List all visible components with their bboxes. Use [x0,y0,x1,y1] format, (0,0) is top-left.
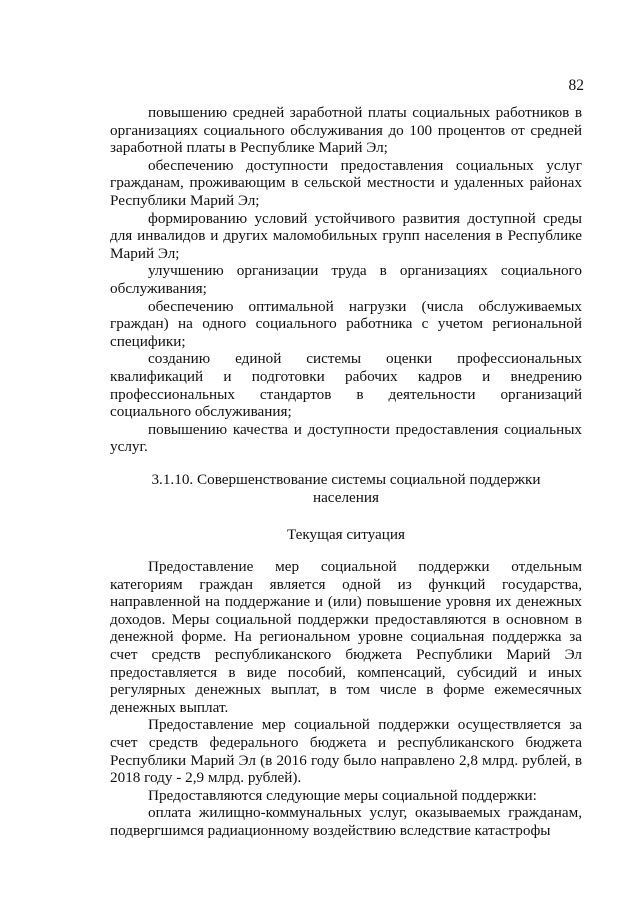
list-item: улучшению организации труда в организациях социального обслуживания; [110,262,582,297]
paragraph: Предоставляются следующие меры социальной поддержки: [148,786,537,804]
paragraph: Предоставление мер социальной поддержки осуществляется за счет средств федерального бюджета и республиканского бюджета Республики Марий Эл (в 2016 году было направлено 2,8 млрд. рублей, в 2018 году - 2,9 млрд. рублей). [110,716,582,787]
page-number: 82 [568,77,584,94]
section-heading-line: населения [312,489,380,506]
paragraph: оплата жилищно-коммунальных услуг, оказываемых гражданам, подвергшимся радиационному воздействию вследствие катастрофы [110,804,582,839]
paragraph: Предоставление мер социальной поддержки отдельным категориям граждан является одной из функций государства, направленной на поддержание и (или) повышение уровня их денежных доходов. Меры социальной поддержки предоставляются в основном в денежной форме. На региональном уровне социальная поддержка за счет средств республиканского бюджета Республики Марий Эл предоставляется в виде пособий, компенсаций, субсидий и иных регулярных денежных выплат, в том числе в форме ежемесячных денежных выплат. [110,558,582,716]
measures-list [110,104,582,456]
list-item: обеспечению доступности предоставления социальных услуг гражданам, проживающим в сельской местности и удаленных районах Республики Марий Эл; [110,156,582,209]
list-item: повышению качества и доступности предоставления социальных услуг. [110,420,582,456]
list-item: созданию единой системы оценки профессиональных квалификаций и подготовки рабочих кадров и внедрению профессиональных стандартов в деятельности организаций социального обслуживания; [110,350,582,421]
list-item: формированию условий устойчивого развития доступной среды для инвалидов и других маломобильных групп населения в Республике Марий Эл; [110,209,582,262]
section-heading-line: 3.1.10. Совершенствование системы социальной поддержки [151,471,541,488]
section-heading [110,471,582,507]
list-item: обеспечению оптимальной нагрузки (числа обслуживаемых граждан) на одного социального работника с учетом региональной специфики; [110,297,582,350]
list-item: повышению средней заработной платы социальных работников в организациях социального обслуживания до 100 процентов от средней заработной платы в Республике Марий Эл; [110,104,582,157]
section-subheading: Текущая ситуация [286,526,406,543]
section-body [110,558,582,840]
